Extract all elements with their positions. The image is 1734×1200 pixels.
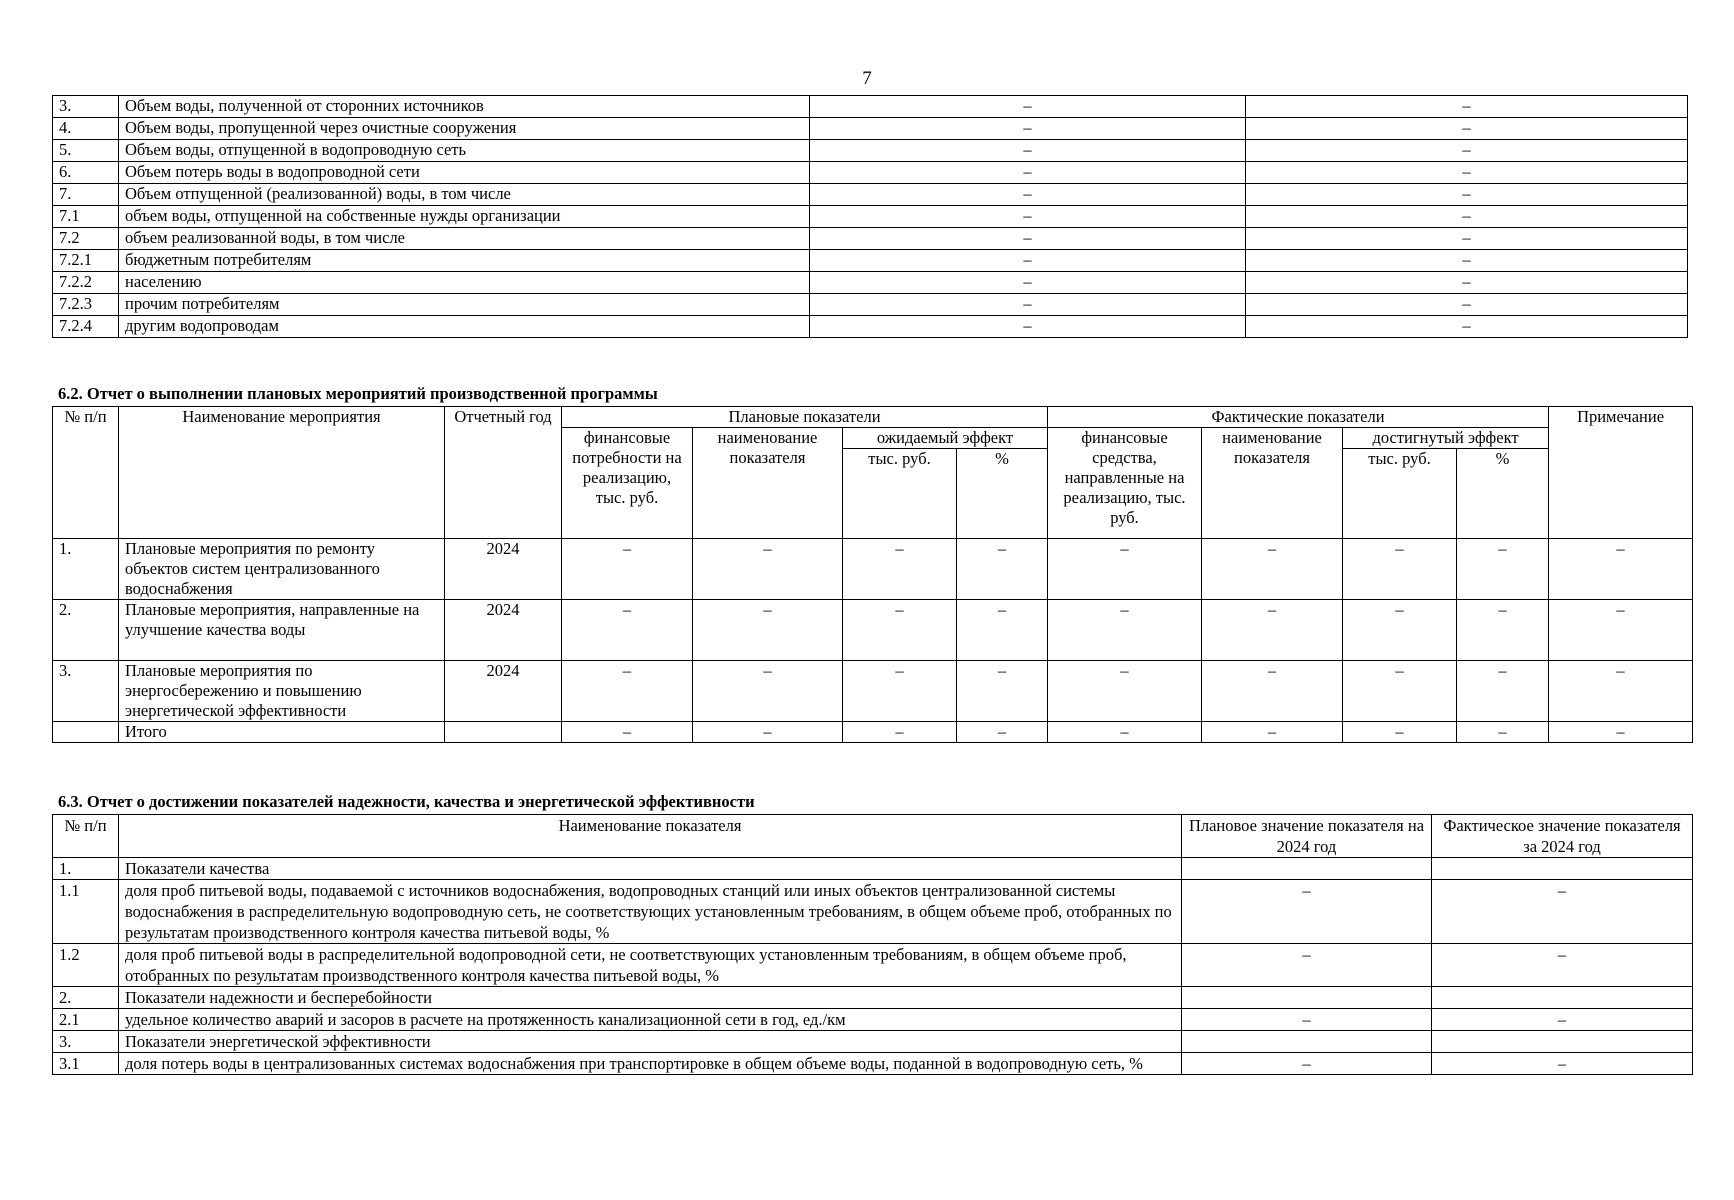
actual-value: –	[1432, 1009, 1693, 1031]
table-row	[53, 184, 1688, 206]
total-value: –	[1457, 722, 1549, 743]
total-row	[53, 722, 1693, 743]
row-value: –	[1246, 184, 1688, 206]
total-value: –	[1343, 722, 1457, 743]
table-row	[53, 600, 1693, 661]
row-number: 7.2.3	[53, 294, 119, 316]
row-number: 5.	[53, 140, 119, 162]
row-value: –	[1246, 228, 1688, 250]
header-fin-means: финансовые средства, направленные на реализацию, тыс. руб.	[1048, 428, 1202, 539]
header-actual: Фактические показатели	[1048, 407, 1549, 428]
table-row	[53, 228, 1688, 250]
table-row	[53, 944, 1693, 987]
actual-value	[1432, 1031, 1693, 1053]
table-row	[53, 661, 1693, 722]
planned-value	[1182, 1031, 1432, 1053]
header-thous-rub-actual: тыс. руб.	[1343, 449, 1457, 539]
row-number	[53, 722, 119, 743]
row-name: Объем отпущенной (реализованной) воды, в том числе	[119, 184, 810, 206]
total-value: –	[562, 722, 693, 743]
table-row	[53, 539, 1693, 600]
indicator-name: доля проб питьевой воды, подаваемой с источников водоснабжения, водопроводных станций или иных объектов централизованной системы водоснабжения в распределительную водопроводную сеть, не соответствующих установленным требованиям, в общем объеме проб, отобранных по результатам производственного контроля качества питьевой воды, %	[119, 880, 1182, 944]
planned-value: –	[1182, 944, 1432, 987]
row-value: –	[1246, 118, 1688, 140]
section-6-2-title: 6.2. Отчет о выполнении плановых мероприятий производственной программы	[58, 384, 658, 403]
planned-value: –	[1182, 880, 1432, 944]
row-name: прочим потребителям	[119, 294, 810, 316]
row-value: –	[810, 162, 1246, 184]
measure-name: Плановые мероприятия, направленные на улучшение качества воды	[119, 600, 445, 661]
total-value: –	[1048, 722, 1202, 743]
row-value: –	[693, 539, 843, 600]
table-row	[53, 987, 1693, 1009]
row-value: –	[957, 600, 1048, 661]
table-row	[53, 858, 1693, 880]
row-value: –	[693, 661, 843, 722]
row-value: –	[1549, 539, 1693, 600]
indicators-table	[52, 814, 1693, 1075]
row-name: бюджетным потребителям	[119, 250, 810, 272]
header-fin-needs: финансовые потребности на реализацию, тыс. руб.	[562, 428, 693, 539]
row-name: объем воды, отпущенной на собственные нужды организации	[119, 206, 810, 228]
row-number: 2.	[53, 600, 119, 661]
header-indicator-name-actual: наименование показателя	[1202, 428, 1343, 539]
actual-value: –	[1432, 880, 1693, 944]
total-value: –	[693, 722, 843, 743]
report-year: 2024	[445, 539, 562, 600]
water-volume-table	[52, 95, 1688, 338]
row-value: –	[1246, 140, 1688, 162]
header-planned-value: Плановое значение показателя на 2024 год	[1182, 815, 1432, 858]
row-value: –	[843, 600, 957, 661]
row-number: 3.	[53, 661, 119, 722]
row-number: 1.2	[53, 944, 119, 987]
row-number: 7.2.2	[53, 272, 119, 294]
row-number: 3.1	[53, 1053, 119, 1075]
row-value: –	[810, 118, 1246, 140]
row-number: 2.	[53, 987, 119, 1009]
header-year: Отчетный год	[445, 407, 562, 539]
table-row	[53, 250, 1688, 272]
table-row	[53, 880, 1693, 944]
actual-value	[1432, 987, 1693, 1009]
row-value: –	[1048, 539, 1202, 600]
table-row	[53, 96, 1688, 118]
header-percent: %	[957, 449, 1048, 539]
header-num: № п/п	[53, 815, 119, 858]
row-value: –	[1246, 250, 1688, 272]
indicator-name: доля потерь воды в централизованных системах водоснабжения при транспортировке в общем объеме воды, поданной в водопроводную сеть, %	[119, 1053, 1182, 1075]
row-name: другим водопроводам	[119, 316, 810, 338]
indicator-name: Показатели качества	[119, 858, 1182, 880]
planned-value	[1182, 987, 1432, 1009]
total-value: –	[957, 722, 1048, 743]
row-number: 7.1	[53, 206, 119, 228]
row-number: 4.	[53, 118, 119, 140]
row-value: –	[810, 140, 1246, 162]
row-name: населению	[119, 272, 810, 294]
row-value: –	[810, 184, 1246, 206]
row-name: Объем воды, полученной от сторонних источников	[119, 96, 810, 118]
actual-value: –	[1432, 944, 1693, 987]
header-note: Примечание	[1549, 407, 1693, 539]
row-value: –	[562, 539, 693, 600]
actual-value	[1432, 858, 1693, 880]
header-indicator-name: наименование показателя	[693, 428, 843, 539]
table-row	[53, 1031, 1693, 1053]
row-value: –	[1343, 539, 1457, 600]
row-value: –	[1457, 661, 1549, 722]
row-name: объем реализованной воды, в том числе	[119, 228, 810, 250]
row-value: –	[810, 316, 1246, 338]
report-year	[445, 722, 562, 743]
header-percent-actual: %	[1457, 449, 1549, 539]
row-value: –	[1549, 661, 1693, 722]
row-number: 3.	[53, 96, 119, 118]
header-planned: Плановые показатели	[562, 407, 1048, 428]
row-name: Объем потерь воды в водопроводной сети	[119, 162, 810, 184]
header-actual-value: Фактическое значение показателя за 2024 год	[1432, 815, 1693, 858]
indicator-name: Показатели энергетической эффективности	[119, 1031, 1182, 1053]
row-value: –	[1202, 661, 1343, 722]
actual-value: –	[1432, 1053, 1693, 1075]
row-value: –	[562, 600, 693, 661]
row-value: –	[1246, 316, 1688, 338]
total-value: –	[1202, 722, 1343, 743]
row-value: –	[1202, 600, 1343, 661]
row-value: –	[1457, 539, 1549, 600]
row-value: –	[1048, 600, 1202, 661]
page-number: 7	[862, 68, 872, 89]
row-value: –	[1343, 661, 1457, 722]
planned-value: –	[1182, 1009, 1432, 1031]
measure-name: Плановые мероприятия по ремонту объектов систем централизованного водоснабжения	[119, 539, 445, 600]
row-number: 7.2.1	[53, 250, 119, 272]
row-value: –	[843, 661, 957, 722]
row-value: –	[843, 539, 957, 600]
total-label: Итого	[119, 722, 445, 743]
header-expected-effect: ожидаемый эффект	[843, 428, 1048, 449]
row-number: 6.	[53, 162, 119, 184]
row-value: –	[1549, 600, 1693, 661]
table-row	[53, 140, 1688, 162]
row-value: –	[810, 96, 1246, 118]
row-value: –	[562, 661, 693, 722]
row-value: –	[1343, 600, 1457, 661]
row-name: Объем воды, пропущенной через очистные сооружения	[119, 118, 810, 140]
row-value: –	[1048, 661, 1202, 722]
row-value: –	[1246, 162, 1688, 184]
row-value: –	[1246, 294, 1688, 316]
header-indicator-name: Наименование показателя	[119, 815, 1182, 858]
measure-name: Плановые мероприятия по энергосбережению и повышению энергетической эффективности	[119, 661, 445, 722]
row-value: –	[1457, 600, 1549, 661]
section-6-3-title: 6.3. Отчет о достижении показателей надежности, качества и энергетической эффективности	[58, 792, 755, 811]
row-value: –	[1246, 272, 1688, 294]
row-number: 7.	[53, 184, 119, 206]
header-achieved-effect: достигнутый эффект	[1343, 428, 1549, 449]
table-row	[53, 1009, 1693, 1031]
row-value: –	[1246, 206, 1688, 228]
header-thous-rub: тыс. руб.	[843, 449, 957, 539]
table-row	[53, 162, 1688, 184]
table-row	[53, 1053, 1693, 1075]
row-value: –	[810, 272, 1246, 294]
row-name: Объем воды, отпущенной в водопроводную сеть	[119, 140, 810, 162]
row-value: –	[957, 661, 1048, 722]
table-row	[53, 294, 1688, 316]
header-num: № п/п	[53, 407, 119, 539]
row-value: –	[810, 294, 1246, 316]
row-value: –	[810, 228, 1246, 250]
row-value: –	[957, 539, 1048, 600]
planned-value: –	[1182, 1053, 1432, 1075]
row-value: –	[1246, 96, 1688, 118]
table-row	[53, 206, 1688, 228]
row-number: 2.1	[53, 1009, 119, 1031]
total-value: –	[1549, 722, 1693, 743]
indicator-name: доля проб питьевой воды в распределительной водопроводной сети, не соответствующих установленным требованиям, в общем объеме проб, отобранных по результатам производственного контроля качества питьевой воды, %	[119, 944, 1182, 987]
row-number: 7.2	[53, 228, 119, 250]
row-number: 3.	[53, 1031, 119, 1053]
row-number: 1.	[53, 858, 119, 880]
row-value: –	[810, 250, 1246, 272]
total-value: –	[843, 722, 957, 743]
table-row	[53, 272, 1688, 294]
planned-value	[1182, 858, 1432, 880]
table-row	[53, 316, 1688, 338]
report-year: 2024	[445, 600, 562, 661]
indicator-name: удельное количество аварий и засоров в расчете на протяженность канализационной сети в год, ед./км	[119, 1009, 1182, 1031]
row-number: 1.	[53, 539, 119, 600]
indicator-name: Показатели надежности и бесперебойности	[119, 987, 1182, 1009]
row-value: –	[1202, 539, 1343, 600]
row-value: –	[810, 206, 1246, 228]
planned-measures-table	[52, 406, 1693, 743]
row-number: 1.1	[53, 880, 119, 944]
header-measure-name: Наименование мероприятия	[119, 407, 445, 539]
row-value: –	[693, 600, 843, 661]
row-number: 7.2.4	[53, 316, 119, 338]
report-year: 2024	[445, 661, 562, 722]
table-row	[53, 118, 1688, 140]
